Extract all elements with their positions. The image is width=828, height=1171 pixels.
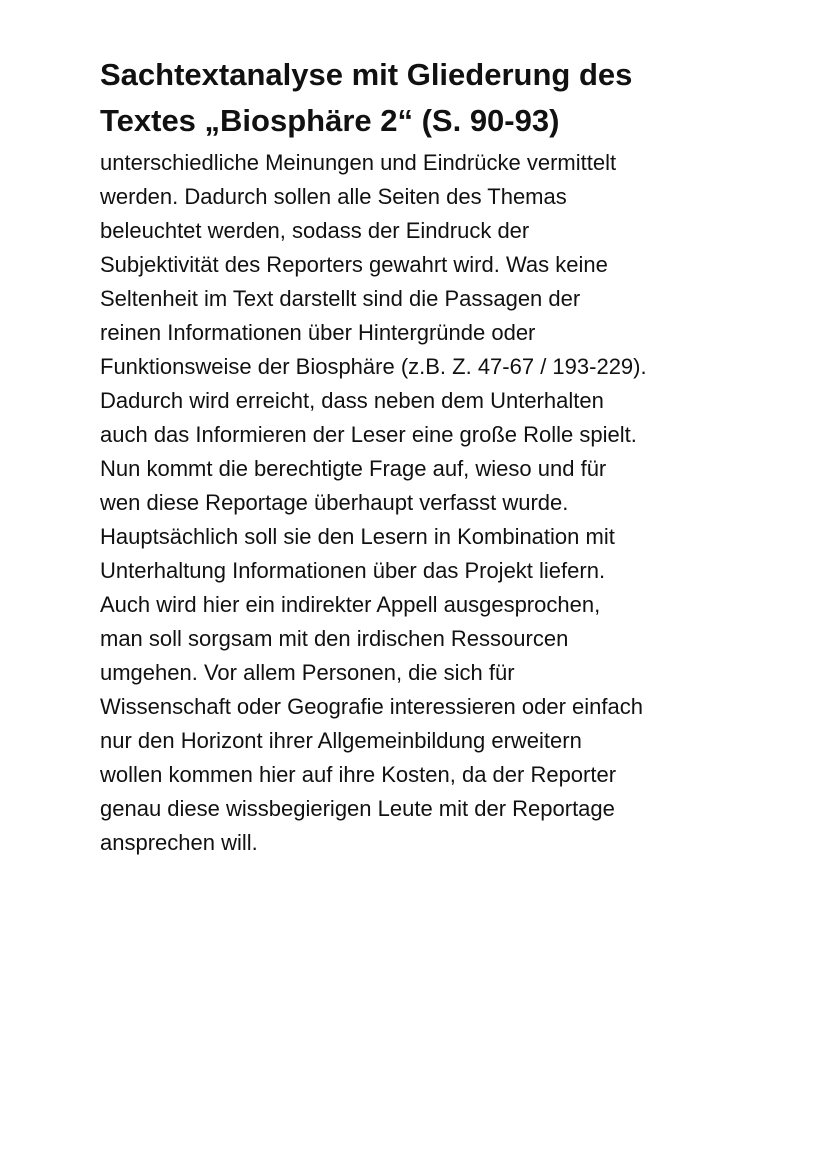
text-line: Unterhaltung Informationen über das Projekt liefern. [100,558,606,583]
body-text [100,146,780,860]
text-line: Hauptsächlich soll sie den Lesern in Kombination mit [100,524,615,549]
text-line: Nun kommt die berechtigte Frage auf, wieso und für [100,456,607,481]
title-line: Sachtextanalyse mit Gliederung des [100,57,633,92]
text-line: Funktionsweise der Biosphäre (z.B. Z. 47-67 / 193-229). [100,354,647,379]
text-line: unterschiedliche Meinungen und Eindrücke vermittelt [100,150,617,175]
title-line: Textes „Biosphäre 2“ (S. 90-93) [100,103,560,138]
text-line: auch das Informieren der Leser eine große Rolle spielt. [100,422,637,447]
text-line: wollen kommen hier auf ihre Kosten, da der Reporter [100,762,617,787]
text-line: genau diese wissbegierigen Leute mit der Reportage [100,796,615,821]
text-line: Auch wird hier ein indirekter Appell ausgesprochen, [100,592,601,617]
text-line: Seltenheit im Text darstellt sind die Passagen der [100,286,581,311]
text-line: umgehen. Vor allem Personen, die sich für [100,660,515,685]
text-line: Subjektivität des Reporters gewahrt wird. Was keine [100,252,608,277]
text-line: nur den Horizont ihrer Allgemeinbildung erweitern [100,728,582,753]
text-line: wen diese Reportage überhaupt verfasst wurde. [100,490,569,515]
text-line: ansprechen will. [100,830,258,855]
text-line: Wissenschaft oder Geografie interessieren oder einfach [100,694,643,719]
text-line: man soll sorgsam mit den irdischen Ressourcen [100,626,569,651]
text-line: beleuchtet werden, sodass der Eindruck der [100,218,530,243]
text-line: werden. Dadurch sollen alle Seiten des Themas [100,184,567,209]
text-line: reinen Informationen über Hintergründe oder [100,320,536,345]
text-line: Dadurch wird erreicht, dass neben dem Unterhalten [100,388,604,413]
document-title [100,52,780,144]
